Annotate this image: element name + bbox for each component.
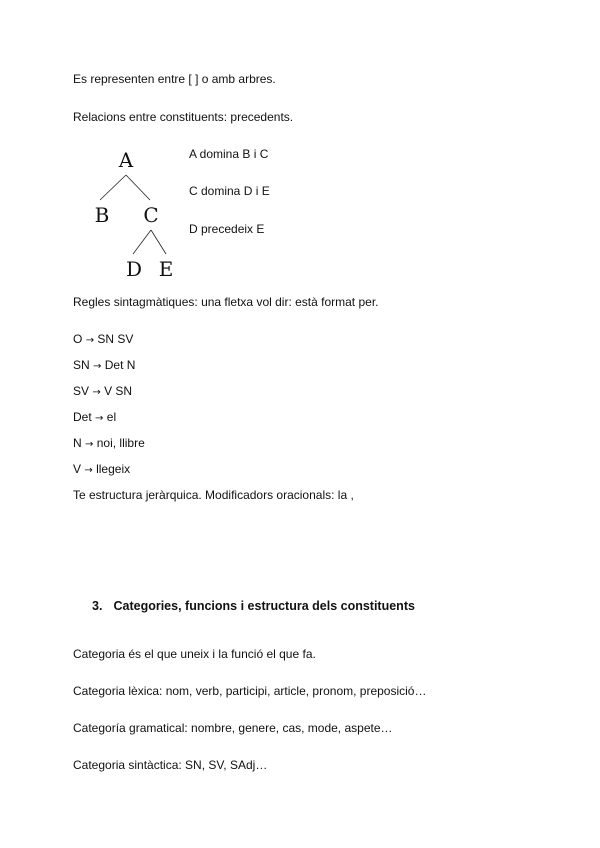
rules-outro: Te estructura jeràrquica. Modificadors oracionals: la ,	[73, 488, 354, 502]
rule-right: V SN	[104, 384, 133, 398]
rule-left: O	[73, 332, 83, 346]
rule-right: noi, llibre	[96, 436, 145, 450]
tree-node-a: A	[118, 148, 134, 172]
rule-right: llegeix	[96, 462, 131, 476]
constituent-tree-diagram	[88, 147, 198, 282]
rule-right: el	[106, 410, 117, 424]
tree-edge-c-d	[133, 230, 151, 254]
rule-left: V	[73, 462, 82, 476]
rule-item	[73, 385, 132, 398]
right-arrow-icon: →	[85, 439, 94, 450]
tree-edge-a-b	[100, 175, 126, 200]
rules-intro: Regles sintagmàtiques: una fletxa vol dir: està format per.	[73, 295, 379, 309]
rule-item	[73, 437, 145, 450]
section-number: 3.	[92, 599, 103, 613]
right-arrow-icon: →	[85, 335, 95, 346]
intro-line-1: Es representen entre [ ] o amb arbres.	[73, 72, 276, 86]
right-arrow-icon: →	[95, 413, 104, 424]
tree-relation-2: C domina D i E	[189, 184, 270, 198]
intro-line-2: Relacions entre constituents: precedents.	[73, 110, 294, 124]
section-3-paragraph-3: Categoría gramatical: nombre, genere, cas, mode, aspete…	[73, 721, 393, 735]
right-arrow-icon: →	[84, 465, 93, 476]
tree-node-d: D	[125, 257, 143, 281]
section-3-paragraph-1: Categoria és el que uneix i la funció el que fa.	[73, 647, 316, 661]
tree-relation-1: A domina B i C	[189, 147, 269, 161]
rule-item	[73, 463, 130, 476]
right-arrow-icon: →	[93, 361, 102, 372]
rule-item	[73, 333, 133, 346]
section-3-heading	[92, 600, 415, 613]
tree-relation-3: D precedeix E	[189, 222, 265, 236]
rule-left: Det	[73, 410, 92, 424]
rule-left: SV	[73, 384, 90, 398]
rule-left: SN	[73, 358, 90, 372]
rule-item	[73, 411, 116, 424]
section-3-paragraph-4: Categoria sintàctica: SN, SV, SAdj…	[73, 758, 268, 772]
right-arrow-icon: →	[92, 387, 101, 398]
tree-node-c: C	[143, 203, 159, 227]
rule-item	[73, 359, 135, 372]
rule-right: SN SV	[97, 332, 134, 346]
rule-right: Det N	[104, 358, 136, 372]
rule-left: N	[73, 436, 82, 450]
tree-edge-c-e	[151, 230, 166, 254]
tree-edge-a-c	[126, 175, 150, 200]
section-title: Categories, funcions i estructura dels constituents	[113, 599, 415, 613]
section-3-paragraph-2: Categoria lèxica: nom, verb, participi, article, pronom, preposició…	[73, 684, 427, 698]
tree-node-b: B	[94, 203, 110, 227]
tree-node-e: E	[158, 257, 174, 281]
